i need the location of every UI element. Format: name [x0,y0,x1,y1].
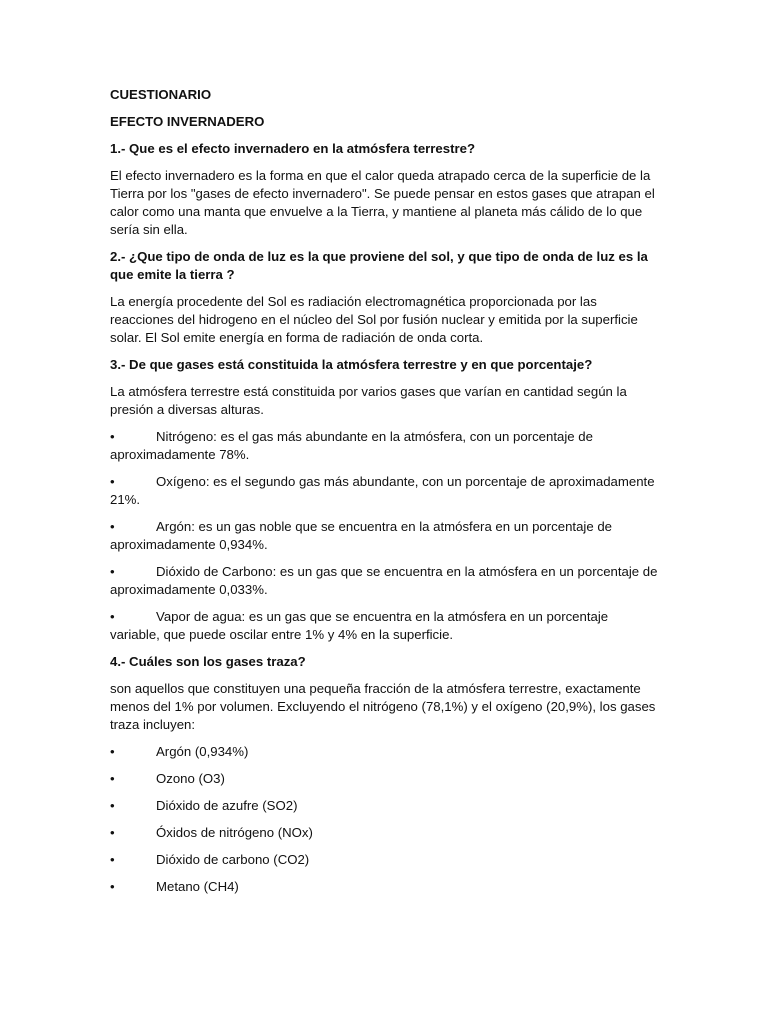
list-item [110,770,658,788]
bullet-icon: • [110,609,115,624]
list-item [110,851,658,869]
list-item-text: Argón (0,934%) [156,744,249,759]
list-item [110,797,658,815]
list-item [110,824,658,842]
bullet-icon: • [110,744,115,759]
bullet-icon: • [110,564,115,579]
bullet-icon: • [110,879,115,894]
list-item-text: Metano (CH4) [156,879,239,894]
list-item-text: Dióxido de carbono (CO2) [156,852,310,867]
bullet-icon: • [110,429,115,444]
bullet-icon: • [110,519,115,534]
list-item [110,743,658,761]
bullet-icon: • [110,852,115,867]
bullet-icon: • [110,798,115,813]
document-title: CUESTIONARIO [110,87,212,102]
list-item [110,608,658,644]
list-item [110,878,658,896]
bullet-icon: • [110,825,115,840]
list-item [110,518,658,554]
question-2: 2.- ¿Que tipo de onda de luz es la que proviene del sol, y que tipo de onda de luz es la que emite la tierra ? [110,249,648,282]
list-item [110,563,658,599]
list-item-text: Oxígeno: es el segundo gas más abundante, con un porcentaje de aproximadamente 21%. [110,474,655,507]
list-item-text: Dióxido de Carbono: es un gas que se encuentra en la atmósfera en un porcentaje de aproximadamente 0,033%. [110,564,658,597]
list-item-text: Óxidos de nitrógeno (NOx) [156,825,313,840]
list-item-text: Argón: es un gas noble que se encuentra en la atmósfera en un porcentaje de aproximadamente 0,934%. [110,519,613,552]
document-subtitle: EFECTO INVERNADERO [110,114,265,129]
bullet-icon: • [110,771,115,786]
bullet-icon: • [110,474,115,489]
list-item-text: Nitrógeno: es el gas más abundante en la atmósfera, con un porcentaje de aproximadamente 78%. [110,429,593,462]
list-item-text: Dióxido de azufre (SO2) [156,798,298,813]
list-item [110,473,658,509]
answer-3-intro: La atmósfera terrestre está constituida por varios gases que varían en cantidad según la presión a diversas alturas. [110,384,627,417]
answer-1: El efecto invernadero es la forma en que el calor queda atrapado cerca de la superficie de la Tierra por los "gases de efecto invernadero". Se puede pensar en estos gases que atrapan el calor como una manta que envuelve a la Tierra, y mantiene al planeta más cálido de lo que sería sin ella. [110,168,655,237]
question-3: 3.- De que gases está constituida la atmósfera terrestre y en que porcentaje? [110,357,593,372]
list-item-text: Vapor de agua: es un gas que se encuentra en la atmósfera en un porcentaje variable, que puede oscilar entre 1% y 4% en la superficie. [110,609,609,642]
answer-2: La energía procedente del Sol es radiación electromagnética proporcionada por las reacciones del hidrogeno en el núcleo del Sol por fusión nuclear y emitida por la superficie solar. El Sol emite energía en forma de radiación de onda corta. [110,294,638,345]
question-4: 4.- Cuáles son los gases traza? [110,654,306,669]
list-item-text: Ozono (O3) [156,771,225,786]
document-body [110,86,658,905]
answer-4-intro: son aquellos que constituyen una pequeña fracción de la atmósfera terrestre, exactamente menos del 1% por volumen. Excluyendo el nitrógeno (78,1%) y el oxígeno (20,9%), los gases traza incluyen: [110,681,656,732]
list-item [110,428,658,464]
question-1: 1.- Que es el efecto invernadero en la atmósfera terrestre? [110,141,476,156]
